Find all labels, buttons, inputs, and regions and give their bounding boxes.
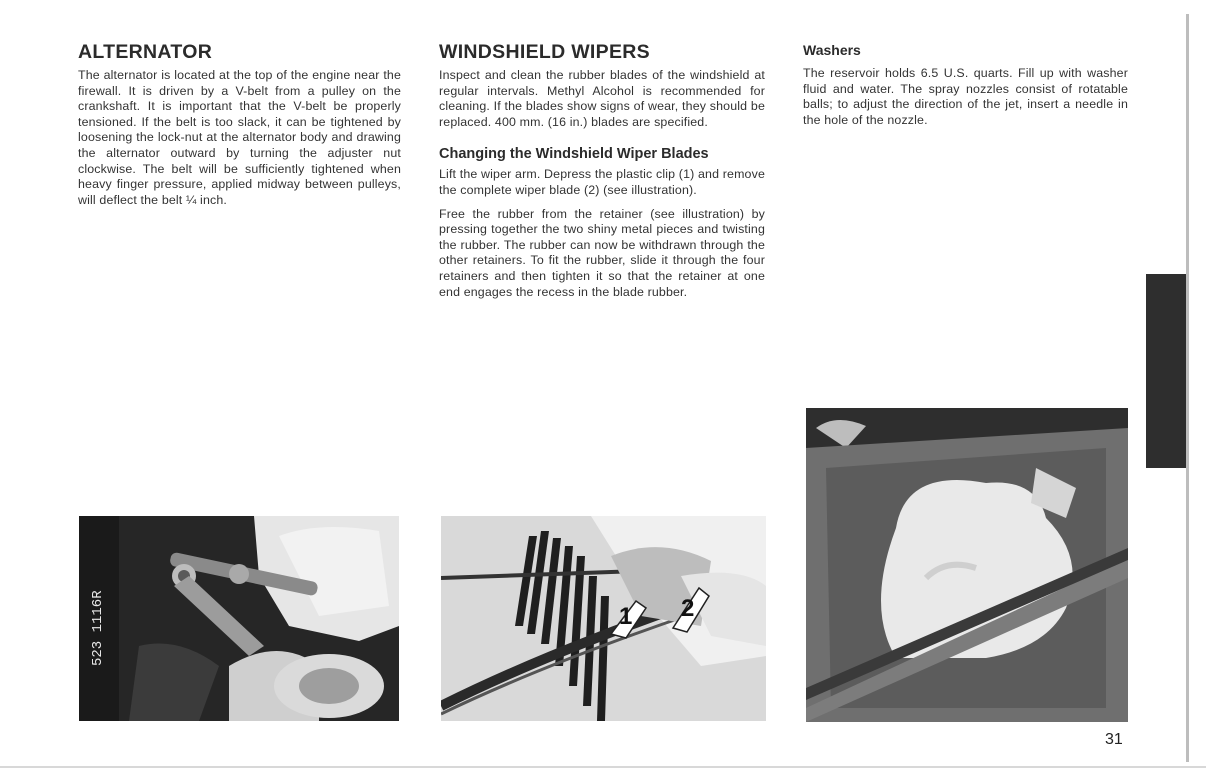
washer-photo-drawing	[806, 408, 1128, 722]
page-number: 31	[1105, 731, 1123, 748]
wipers-heading: WINDSHIELD WIPERS	[439, 41, 650, 63]
page-edge	[1186, 14, 1189, 762]
changing-blades-step-1: Lift the wiper arm. Depress the plastic clip (1) and remove the complete wiper blade (2) (see illustration).	[439, 167, 765, 197]
wiper-callout-2: 2	[681, 595, 695, 622]
washers-heading: Washers	[803, 42, 861, 58]
chapter-thumb-tab	[1146, 274, 1188, 468]
wiper-callout-1: 1	[619, 603, 633, 630]
alternator-photo	[79, 516, 399, 721]
washer-reservoir-photo	[806, 408, 1128, 722]
washers-body: The reservoir holds 6.5 U.S. quarts. Fill up with washer fluid and water. The spray nozzles consist of rotatable balls; to adjust the direction of the jet, insert a needle in the hole of the nozzle.	[803, 66, 1128, 127]
changing-blades-block	[439, 144, 765, 300]
wiper-blade-photo	[441, 516, 766, 721]
alternator-section	[78, 40, 401, 208]
bottom-edge	[0, 766, 1206, 768]
alternator-stamp: 523 1116R	[90, 590, 106, 666]
windshield-wipers-section	[439, 40, 765, 300]
alternator-heading: ALTERNATOR	[78, 41, 213, 63]
changing-blades-step-2: Free the rubber from the retainer (see illustration) by pressing together the two shiny metal pieces and twisting the rubber. The rubber can now be withdrawn through the other retainers. To fit the rubber, slide it through the four retainers and then tighten it so that the retainer at one end engages the recess in the blade rubber.	[439, 206, 765, 299]
changing-blades-heading: Changing the Windshield Wiper Blades	[439, 146, 709, 163]
alternator-photo-drawing	[79, 516, 399, 721]
alternator-body: The alternator is located at the top of the engine near the firewall. It is driven by a V-belt from a pulley on the crankshaft. It is important that the V-belt be properly tensioned. If the belt is too slack, it can be tightened by loosening the lock-nut at the alternator body and drawing the alternator outward by turning the adjuster nut clockwise. The belt will be sufficiently tightened when heavy finger pressure, applied midway between pulleys, will deflect the belt ¼ inch.	[78, 68, 401, 207]
wipers-body: Inspect and clean the rubber blades of the windshield at regular intervals. Methyl Alcohol is recommended for cleaning. If the blades show signs of wear, they should be replaced. 400 mm. (16 in.) blades are specified.	[439, 68, 765, 129]
wiper-photo-drawing	[441, 516, 766, 721]
washers-section	[803, 40, 1128, 128]
